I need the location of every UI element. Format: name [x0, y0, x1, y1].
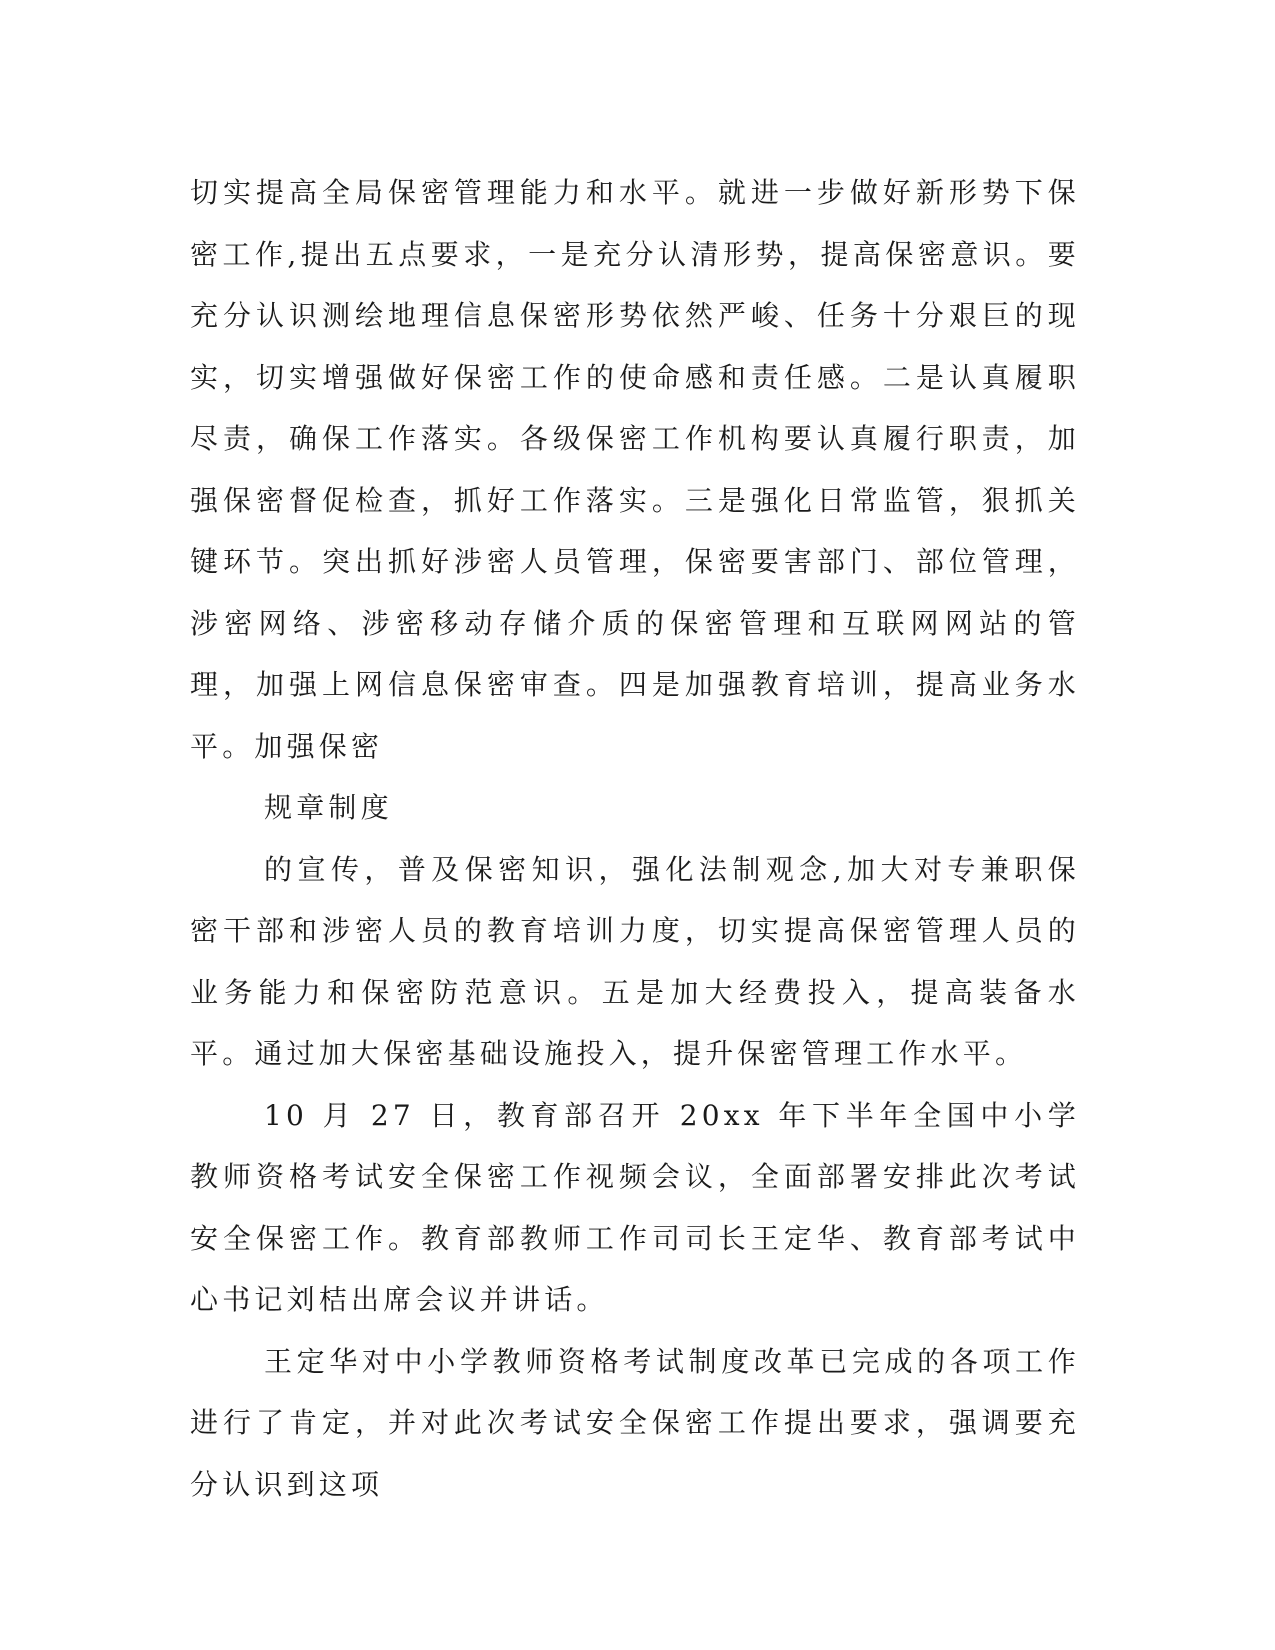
- paragraph-4: 10 月 27 日，教育部召开 20xx 年下半年全国中小学教师资格考试安全保密工作视频会议，全面部署安排此次考试安全保密工作。教育部教师工作司司长王定华、教育部考试中心书记刘桔出席会议并讲话。: [190, 1098, 1080, 1316]
- paragraph-2: 规章制度: [264, 791, 393, 824]
- document-body: [190, 162, 1080, 1515]
- paragraph-3: 的宣传，普及保密知识，强化法制观念,加大对专兼职保密干部和涉密人员的教育培训力度，切实提高保密管理人员的业务能力和保密防范意识。五是加大经费投入，提高装备水平。通过加大保密基础设施投入，提升保密管理工作水平。: [190, 852, 1080, 1070]
- paragraph-1: 切实提高全局保密管理能力和水平。就进一步做好新形势下保密工作,提出五点要求，一是充分认清形势，提高保密意识。要充分认识测绘地理信息保密形势依然严峻、任务十分艰巨的现实，切实增强做好保密工作的使命感和责任感。二是认真履职尽责，确保工作落实。各级保密工作机构要认真履行职责，加强保密督促检查，抓好工作落实。三是强化日常监管，狠抓关键环节。突出抓好涉密人员管理，保密要害部门、部位管理，涉密网络、涉密移动存储介质的保密管理和互联网网站的管理，加强上网信息保密审查。四是加强教育培训，提高业务水平。加强保密: [190, 176, 1080, 763]
- paragraph-5: 王定华对中小学教师资格考试制度改革已完成的各项工作进行了肯定，并对此次考试安全保密工作提出要求，强调要充分认识到这项: [190, 1344, 1080, 1501]
